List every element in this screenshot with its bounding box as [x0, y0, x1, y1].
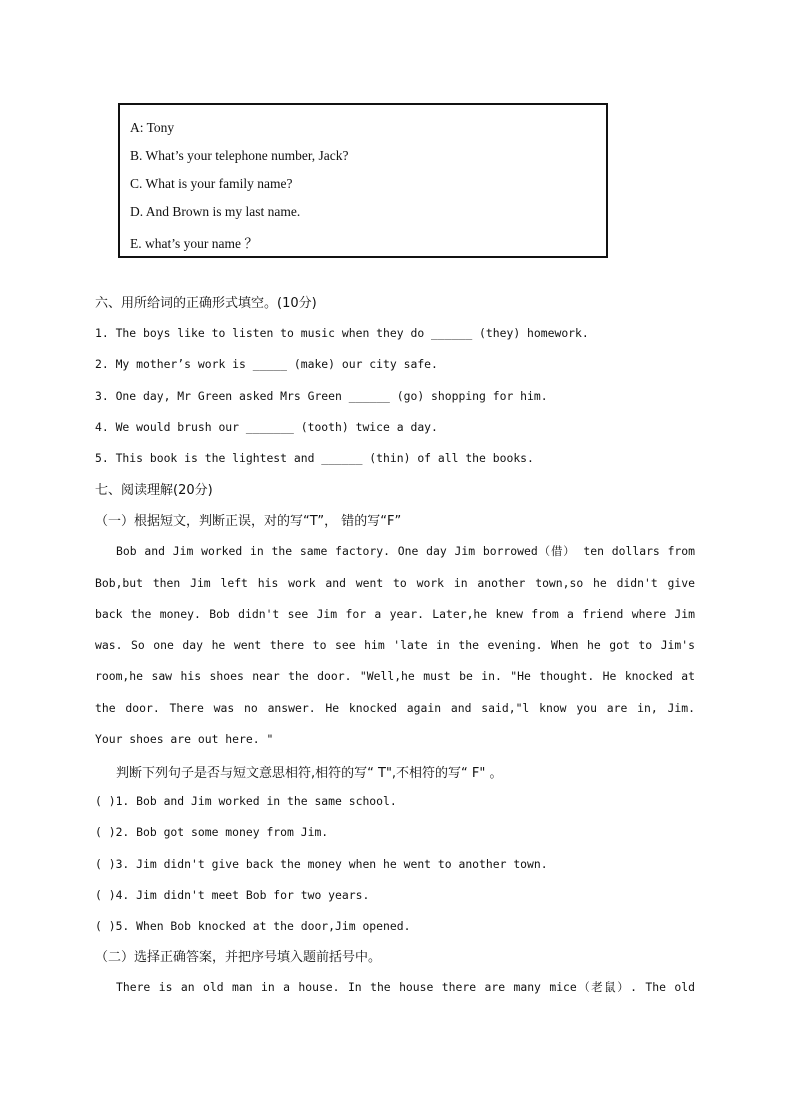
section7-heading: 七、阅读理解(20分): [95, 483, 213, 498]
section6-item: 5. This book is the lightest and ______ (thin) of all the books.: [95, 451, 534, 465]
tf-item: ( )1. Bob and Jim worked in the same school.: [95, 794, 397, 808]
section6-item: 1. The boys like to listen to music when they do ______ (they) homework.: [95, 326, 589, 340]
tf-instruction: 判断下列句子是否与短文意思相符,相符的写“ T",不相符的写“ F" 。: [116, 766, 503, 781]
option-b: B. What’s your telephone number, Jack?: [130, 148, 349, 163]
tf-item: ( )5. When Bob knocked at the door,Jim opened.: [95, 919, 411, 933]
section6-item: 4. We would brush our _______ (tooth) twice a day.: [95, 420, 438, 434]
option-a: A: Tony: [130, 120, 175, 135]
section6-item: 2. My mother’s work is _____ (make) our city safe.: [95, 357, 438, 371]
option-d: D. And Brown is my last name.: [130, 204, 301, 219]
section6-item: 3. One day, Mr Green asked Mrs Green ______ (go) shopping for him.: [95, 389, 548, 403]
passage-line: Bob,but then Jim left his work and went to work in another town,so he didn't give: [95, 576, 695, 590]
option-c: C. What is your family name?: [130, 176, 293, 191]
tf-item: ( )4. Jim didn't meet Bob for two years.: [95, 888, 370, 902]
passage-line: Bob and Jim worked in the same factory. One day Jim borrowed（借） ten dollars from: [116, 544, 695, 558]
part1-heading: （一）根据短文，判断正误，对的写“T”， 错的写“F”: [95, 514, 402, 529]
passage-line: back the money. Bob didn't see Jim for a year. Later,he knew from a friend where Jim: [95, 607, 695, 621]
options-box: [118, 103, 608, 258]
passage-line: the door. There was no answer. He knocked again and said,"l know you are in, Jim.: [95, 701, 695, 715]
tf-item: ( )3. Jim didn't give back the money when he went to another town.: [95, 857, 548, 871]
passage-line: was. So one day he went there to see him 'late in the evening. When he got to Jim's: [95, 638, 695, 652]
section6-heading: 六、用所给词的正确形式填空。(10分): [95, 296, 317, 311]
option-e: E. what’s your name ？: [130, 236, 258, 251]
part2-passage-line: There is an old man in a house. In the house there are many mice（老鼠）. The old: [116, 980, 695, 994]
passage-line: room,he saw his shoes near the door. "Well,he must be in. "He thought. He knocked at: [95, 669, 695, 683]
tf-item: ( )2. Bob got some money from Jim.: [95, 825, 329, 839]
passage-line: Your shoes are out here. ": [95, 732, 274, 746]
part2-heading: （二）选择正确答案，并把序号填入题前括号中。: [95, 950, 382, 965]
